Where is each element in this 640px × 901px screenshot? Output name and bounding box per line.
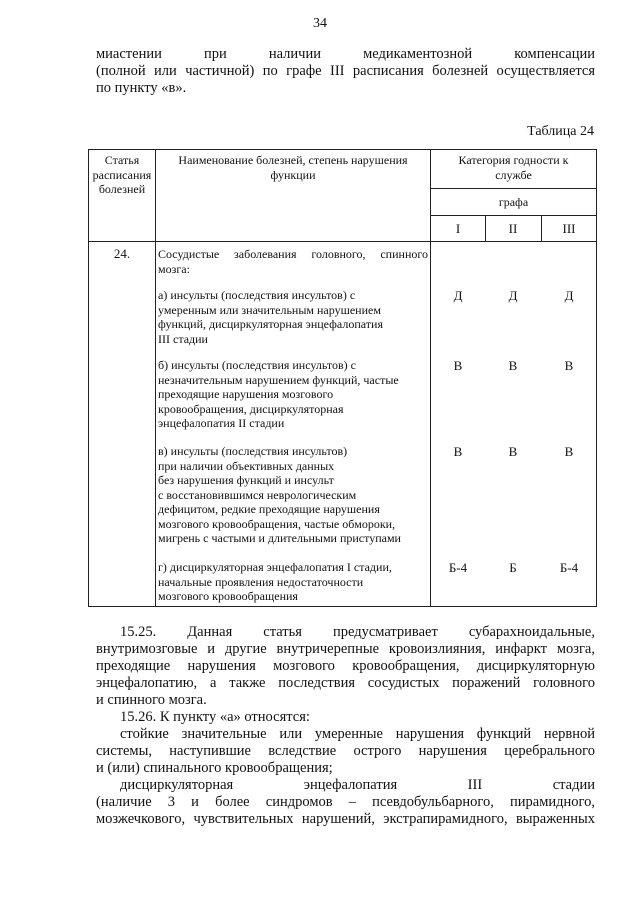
p4-line-3: мозжечкового, чувствительных нарушений, экстрапирамидного, выраженных	[96, 811, 595, 827]
header-article-line: расписания	[92, 167, 152, 182]
row-d-value-1: Б-4	[448, 560, 468, 575]
word: энцефалопатия	[303, 777, 398, 793]
paragraph-15-26	[96, 709, 595, 726]
header-article-line: Статья	[104, 153, 140, 167]
p1-line-2: внутримозговые и другие внутричерепные кровоизлияния, инфаркт мозга,	[96, 641, 595, 657]
p1-line-4: энцефалопатию, а также последствия сосудистых поражений головного	[96, 675, 595, 691]
table-row-b-text	[158, 358, 428, 431]
p1-line-5: и спинного мозга.	[96, 692, 207, 708]
paragraph-discirculatory	[96, 777, 595, 828]
table-border-bottom	[88, 606, 597, 607]
table-line-grafa	[430, 215, 597, 216]
p2-line: 15.26. К пункту «а» относятся:	[120, 709, 310, 725]
word: субарахноидальные,	[468, 624, 595, 640]
table-row-a-text	[158, 288, 428, 346]
row-line: энцефалопатия II стадии	[158, 416, 285, 430]
header-category-line: службе	[495, 167, 532, 182]
word: компенсации	[514, 46, 595, 62]
row-line: б) инсульты (последствия инсультов) с	[158, 358, 356, 372]
word: наличии	[268, 46, 321, 62]
row-line: мозга:	[158, 261, 190, 276]
row-line: Сосудистые заболевания головного, спинного	[158, 247, 428, 261]
row-line: дефицитом, редкие преходящие нарушения	[158, 502, 380, 516]
row-line: незначительным нарушением функций, частые	[158, 372, 399, 387]
intro-line-2: (полной или частичной) по графе III расписания болезней осуществляется	[96, 63, 595, 79]
intro-line-1	[96, 46, 595, 63]
row-c-value-3: В	[564, 444, 574, 459]
table-border-right	[596, 149, 597, 607]
p3-line-1: стойкие значительные или умеренные нарушения функций нервной	[120, 726, 595, 742]
word: миастении	[96, 46, 162, 62]
row-line: без нарушения функций и инсульт	[158, 473, 334, 487]
p4-line-1	[96, 777, 595, 794]
word: при	[203, 46, 227, 62]
paragraph-15-25	[96, 624, 595, 709]
row-line: а) инсульты (последствия инсультов) с	[158, 288, 356, 302]
row-b-value-2: В	[508, 358, 518, 373]
article-number: 24.	[113, 246, 131, 261]
row-line: функций, дисциркуляторная энцефалопатия	[158, 317, 383, 331]
row-line: мозгового кровообращения	[158, 589, 298, 603]
header-column-2: II	[508, 221, 518, 236]
p1-line-1	[96, 624, 595, 641]
row-a-value-1: Д	[453, 288, 463, 303]
row-d-value-2: Б	[509, 560, 517, 575]
word: предусматривает	[332, 624, 438, 640]
word: Данная	[187, 624, 233, 640]
page-number: 34	[313, 16, 327, 31]
table-border-left	[88, 149, 89, 607]
word: III	[467, 777, 483, 793]
intro-paragraph	[96, 46, 595, 97]
header-grafa: графа	[498, 195, 529, 209]
header-column-1: I	[455, 221, 461, 236]
row-line: г) дисциркуляторная энцефалопатия I стадии,	[158, 560, 392, 574]
row-line: в) инсульты (последствия инсультов)	[158, 444, 348, 458]
p1-line-3: преходящие нарушения мозгового кровообращения, дисциркуляторную	[96, 658, 595, 674]
header-disease-name	[156, 153, 430, 182]
row-b-value-1: В	[453, 358, 463, 373]
table-divider-name	[430, 149, 431, 607]
intro-row-text	[158, 247, 428, 276]
table-row-c-text	[158, 444, 428, 546]
row-line: преходящие нарушения мозгового	[158, 387, 334, 401]
p3-line-2: системы, наступившие вследствие острого нарушения церебрального	[96, 743, 595, 759]
table-line-category	[430, 188, 597, 189]
row-line: мозгового кровообращения, частые обмороки,	[158, 516, 396, 531]
header-category	[431, 153, 596, 182]
row-line: кровообращения, дисциркуляторная	[158, 401, 344, 416]
header-category-line: Категория годности к	[458, 153, 569, 167]
table-row-d-text	[158, 560, 428, 604]
row-b-value-3: В	[564, 358, 574, 373]
row-line: при наличии объективных данных	[158, 458, 335, 473]
word: стадии	[552, 777, 595, 793]
row-c-value-1: В	[453, 444, 463, 459]
table-line-header-end	[88, 241, 597, 242]
table-border-top	[88, 149, 597, 150]
word: дисциркуляторная	[120, 777, 234, 793]
paragraph-stoykie	[96, 726, 595, 777]
row-line: мигрень с частыми и длительными приступами	[158, 531, 401, 545]
row-d-value-3: Б-4	[559, 560, 579, 575]
row-line: начальные проявления недостаточности	[158, 574, 364, 589]
header-article	[89, 153, 155, 197]
row-a-value-3: Д	[564, 288, 574, 303]
header-article-line: болезней	[98, 182, 146, 196]
table-caption: Таблица 24	[527, 124, 594, 139]
p4-line-2: (наличие 3 и более синдромов – псевдобульбарного, пирамидного,	[96, 794, 595, 810]
word: 15.25.	[120, 624, 157, 640]
row-line: умеренным или значительным нарушением	[158, 302, 381, 317]
row-line: с восстановившимся неврологическим	[158, 487, 357, 502]
row-line: III стадии	[158, 331, 208, 346]
row-c-value-2: В	[508, 444, 518, 459]
intro-line-3: по пункту «в».	[96, 80, 187, 96]
word: статья	[263, 624, 302, 640]
word: медикаментозной	[363, 46, 473, 62]
p3-line-3: и (или) спинального кровообращения;	[96, 760, 333, 776]
header-name-line: функции	[270, 167, 316, 182]
header-column-3: III	[562, 221, 576, 236]
table-divider-article	[155, 149, 156, 607]
header-name-line: Наименование болезней, степень нарушения	[178, 153, 408, 167]
row-a-value-2: Д	[508, 288, 518, 303]
